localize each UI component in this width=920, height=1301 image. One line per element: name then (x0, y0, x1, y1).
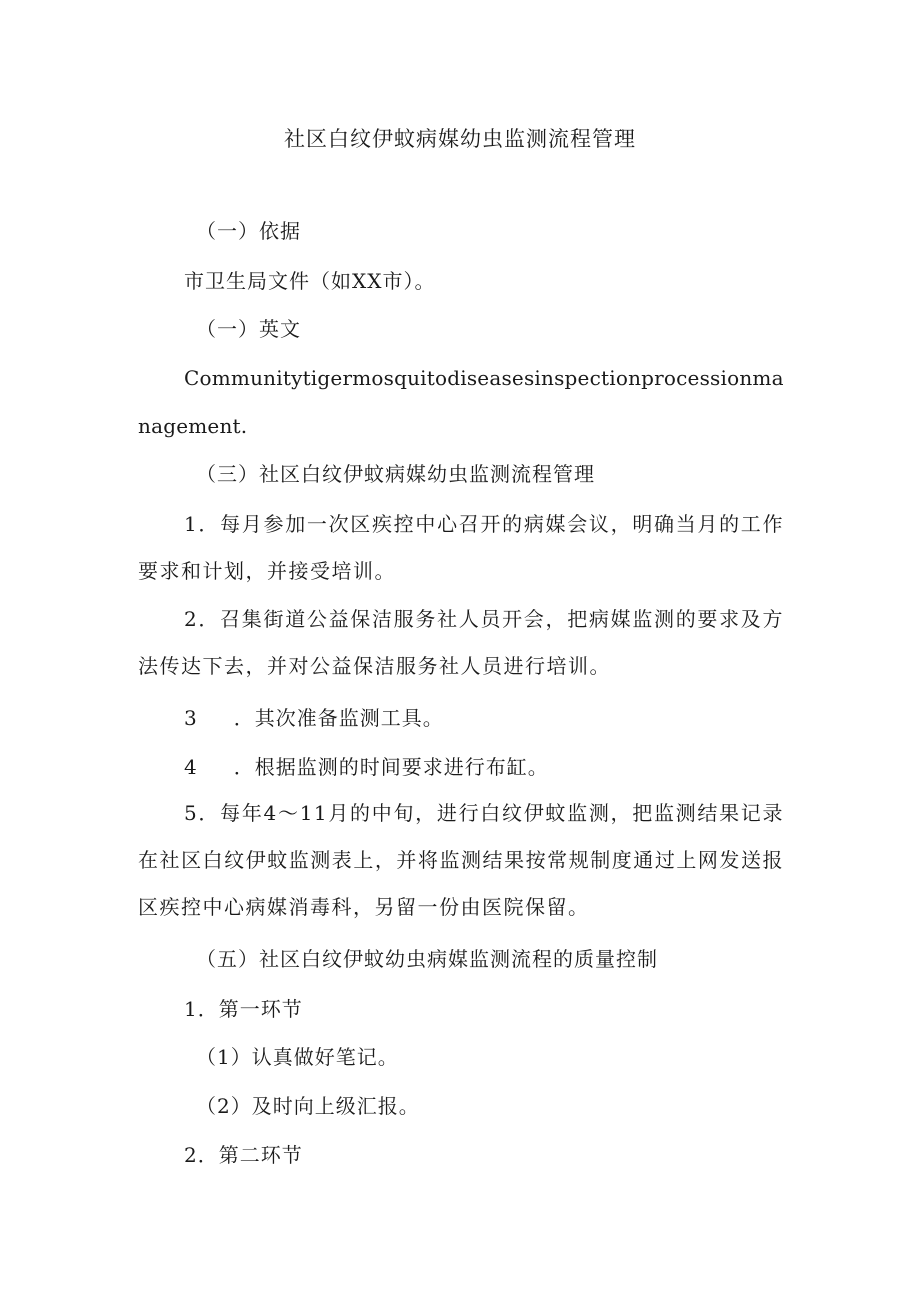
step-3-paragraph (184, 703, 444, 733)
step-3-number: 3 (184, 706, 198, 730)
step-4-text: ．根据监测的时间要求进行布缸。 (233, 755, 549, 779)
english-text: Communitytigermosquitodiseasesinspectionprocessionmanagement. (138, 366, 784, 438)
document-title: 社区白纹伊蚊病媒幼虫监测流程管理 (284, 127, 636, 151)
step-3-text: ．其次准备监测工具。 (233, 706, 444, 730)
quality-heading: （五）社区白纹伊蚊幼虫病媒监测流程的质量控制 (196, 947, 658, 971)
step-1-paragraph: 1．每月参加一次区疾控中心召开的病媒会议，明确当月的工作要求和计划，并接受培训。 (138, 512, 784, 583)
process-heading: （三）社区白纹伊蚊病媒幼虫监测流程管理 (196, 462, 595, 486)
link-2-heading: 2．第二环节 (184, 1143, 303, 1167)
step-4-paragraph (184, 752, 549, 782)
step-2-paragraph: 2．召集街道公益保洁服务社人员开会，把病媒监测的要求及方法传达下去，并对公益保洁服务社人员进行培训。 (138, 607, 784, 678)
basis-heading: （一）依据 (196, 219, 301, 243)
step-4-number: 4 (184, 755, 198, 779)
english-heading: （一）英文 (196, 317, 301, 341)
basis-text: 市卫生局文件（如XX市）。 (184, 269, 436, 293)
link-1-heading: 1．第一环节 (184, 997, 303, 1021)
step-5-paragraph: 5．每年4～11月的中旬，进行白纹伊蚊监测，把监测结果记录在社区白纹伊蚊监测表上，并将监测结果按常规制度通过上网发送报区疾控中心病媒消毒科，另留一份由医院保留。 (138, 801, 784, 919)
link-1-item-1: （1）认真做好笔记。 (196, 1045, 399, 1069)
link-1-item-2: （2）及时向上级汇报。 (196, 1094, 420, 1118)
